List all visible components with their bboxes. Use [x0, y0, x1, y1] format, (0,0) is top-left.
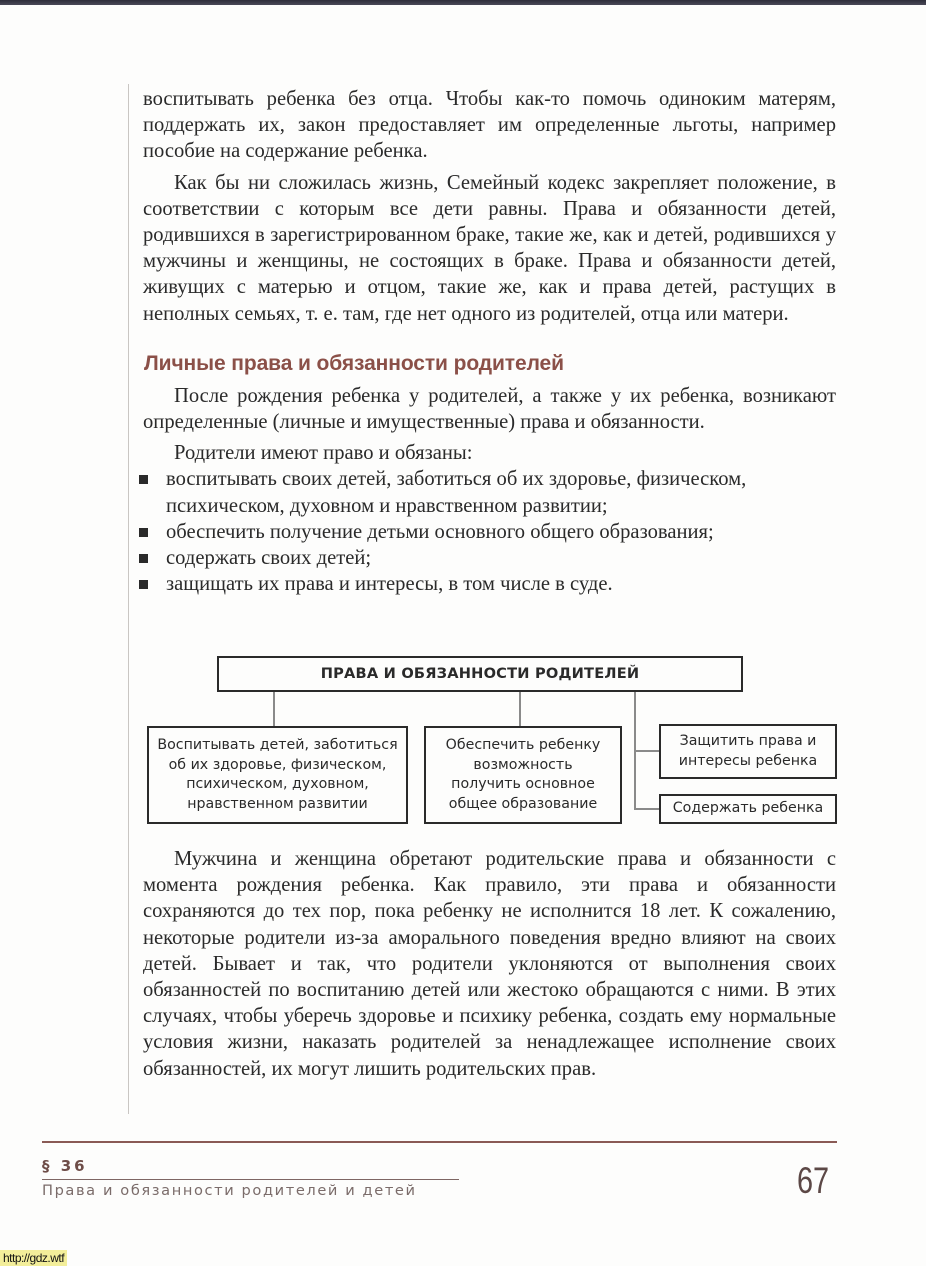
list-item: [139, 466, 836, 518]
square-bullet-icon: [139, 475, 148, 484]
square-bullet-icon: [139, 554, 148, 563]
watermark-link[interactable]: http://gdz.wtf: [0, 1250, 67, 1266]
footer-rule: [42, 1141, 837, 1143]
paragraph-continuation: воспитывать ребенка без отца. Чтобы как-то помочь одиноким матерям, поддержать их, закон предоставляет им определенные льготы, например пособие на содержание ребенка.: [143, 88, 836, 163]
paragraph-parental-rights: Мужчина и женщина обретают родительские права и обязанности с момента рождения ребенка. Как правило, эти права и обязанности сохраняются до тех пор, пока ребенку не исполнится 18 лет. К сожалению, некоторые родители из-за аморального поведения вредно влияют на своих детей. Бывает и так, что родители уклоняются от выполнения своих обязанностей по воспитанию детей или жестоко обращаются с ними. В этих случаях, чтобы уберечь здоровье и психику ребенка, создать ему нормальные условия жизни, наказать родителей за ненадлежащее исполнение своих обязанностей, их могут лишить родительских прав.: [143, 848, 836, 1080]
list-item: [139, 571, 836, 597]
rights-diagram: [140, 652, 840, 832]
connector-line: [273, 690, 275, 728]
list-item-text: содержать своих детей;: [166, 547, 372, 570]
connector-line: [634, 808, 660, 810]
page-content-bottom: [143, 846, 836, 1082]
square-bullet-icon: [139, 580, 148, 589]
connector-line: [519, 690, 521, 728]
paragraph-family-code: Как бы ни сложилась жизнь, Семейный кодекс закрепляет положение, в соответствии с которым все дети равны. Права и обязанности детей, родившихся в зарегистрированном браке, такие же, как и детей, родившихся у мужчины и женщины, не состоящих в браке. Права и обязанности детей, живущих с матерью и отцом, такие же, как и права детей, растущих в неполных семьях, т. е. там, где нет одного из родителей, отца или матери.: [143, 171, 836, 325]
diagram-box-upbringing: Воспитывать детей, заботиться об их здоровье, физическом, психическом, духовном, нравственном развитии: [147, 726, 408, 824]
list-item-text: обеспечить получение детьми основного общего образования;: [166, 520, 714, 543]
diagram-box-support: Содержать ребенка: [659, 794, 837, 824]
duties-list: [139, 466, 836, 597]
page-number: 67: [797, 1160, 830, 1201]
scan-top-edge: [0, 0, 926, 5]
section-number: § 36: [42, 1157, 88, 1175]
section-rule: [42, 1179, 459, 1180]
section-heading: Личные права и обязанности родителей: [144, 351, 564, 375]
list-intro: Родители имеют право и обязаны:: [174, 442, 473, 465]
list-item: [139, 545, 836, 571]
diagram-root-box: ПРАВА И ОБЯЗАННОСТИ РОДИТЕЛЕЙ: [217, 656, 743, 692]
list-item: [139, 519, 836, 545]
diagram-box-education: Обеспечить ребенку возможность получить основное общее образование: [424, 726, 622, 824]
square-bullet-icon: [139, 528, 148, 537]
page-content: [143, 86, 836, 597]
list-item-text: защищать их права и интересы, в том числе в суде.: [166, 573, 613, 596]
paragraph-intro: После рождения ребенка у родителей, а также у их ребенка, возникают определенные (личные и имущественные) права и обязанности.: [143, 384, 836, 434]
list-item-text: воспитывать своих детей, заботиться об их здоровье, физическом, психическом, духовном и нравственном развитии;: [166, 468, 747, 517]
diagram-box-protect: Защитить права и интересы ребенка: [659, 724, 837, 779]
connector-line: [634, 750, 660, 752]
section-title: Права и обязанности родителей и детей: [42, 1182, 417, 1199]
margin-rule: [128, 84, 129, 1114]
